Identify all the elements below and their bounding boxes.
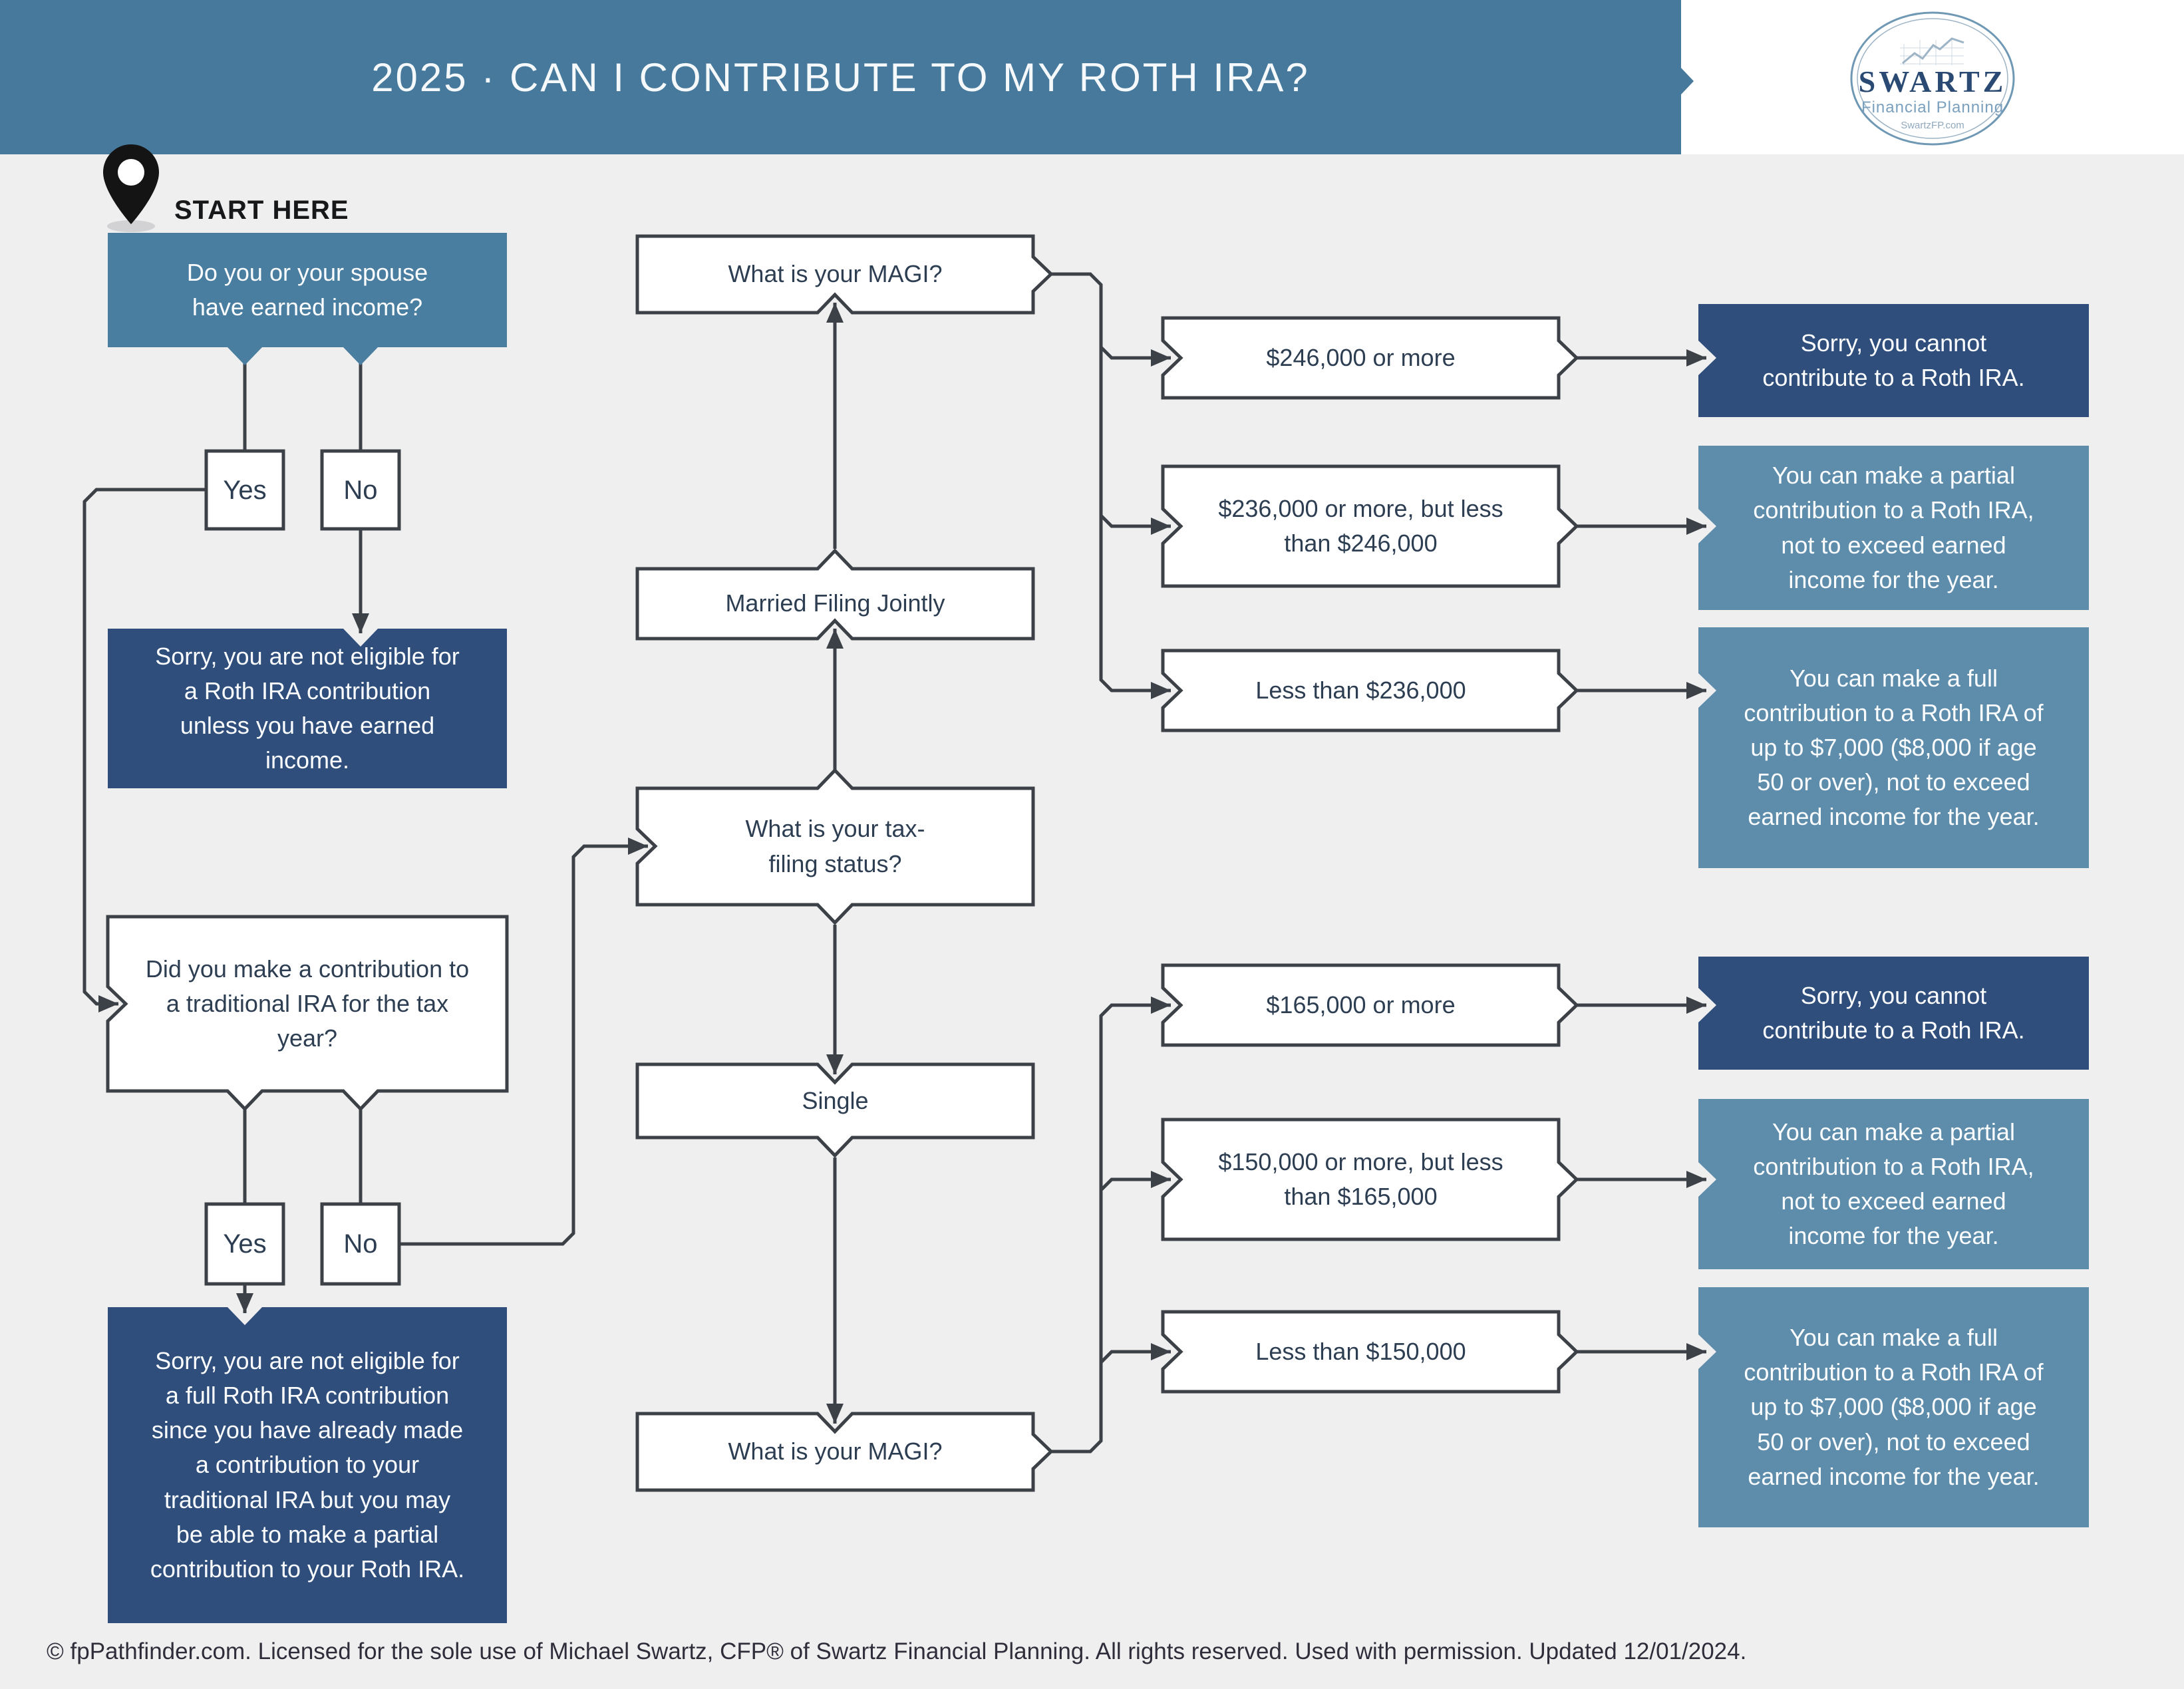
label-magi-single-low: Less than $150,000: [1255, 1337, 1466, 1365]
logo-website: SwartzFP.com: [1901, 119, 1964, 131]
label-magi-single-high: $165,000 or more: [1266, 991, 1456, 1018]
edge-magi-married-branch-mid: [1101, 516, 1171, 526]
label-filing-married: Married Filing Jointly: [725, 589, 945, 617]
label-traditional-ira-question: Did you make a contribution to a traditional IRA for the tax year?: [145, 955, 470, 1052]
label-result-married-cannot: Sorry, you cannot contribute to a Roth IRA.: [1762, 329, 2025, 391]
header-chevron-icon: [1681, 68, 1694, 94]
label-magi-single-mid: $150,000 or more, but less than $165,000: [1218, 1148, 1503, 1210]
label-filing-status-question: What is your tax-filing status?: [745, 815, 925, 877]
label-result-married-full: You can make a full contribution to a Roth IRA of up to $7,000 ($8,000 if age 50 or over), not to exceed earned income for the year.: [1744, 664, 2044, 831]
start-pin-icon: [103, 144, 159, 232]
label-earned-income-yes: Yes: [223, 475, 267, 505]
label-magi-married-low: Less than $236,000: [1255, 676, 1466, 704]
edge-magi-married-trunk: [1050, 274, 1171, 691]
label-earned-income-no: No: [343, 475, 378, 505]
page-title: 2025 · CAN I CONTRIBUTE TO MY ROTH IRA?: [371, 55, 1310, 100]
label-result-single-full: You can make a full contribution to a Roth IRA of up to $7,000 ($8,000 if age 50 or over), not to exceed earned income for the year.: [1744, 1324, 2044, 1490]
edge-magi-single-branch-mid: [1101, 1179, 1171, 1190]
label-trad-ira-no: No: [343, 1229, 378, 1259]
edge-magi-single-branch-low: [1101, 1352, 1171, 1362]
label-magi-married-high: $246,000 or more: [1266, 343, 1456, 371]
logo-name: SWARTZ: [1858, 64, 2007, 98]
label-earned-income-question: Do you or your spouse have earned income?: [186, 258, 428, 321]
label-result-single-cannot: Sorry, you cannot contribute to a Roth IRA.: [1762, 981, 2025, 1044]
edge-magi-single-trunk: [1050, 1005, 1171, 1452]
label-trad-ira-yes: Yes: [223, 1229, 267, 1259]
label-magi-married-mid: $236,000 or more, but less than $246,000: [1218, 494, 1503, 557]
label-magi-question-single: What is your MAGI?: [728, 1438, 943, 1465]
label-result-no-earned-income: Sorry, you are not eligible for a Roth IRA contribution unless you have earned income.: [155, 642, 460, 774]
logo-tagline: Financial Planning: [1861, 98, 2004, 116]
start-here-label: START HERE: [174, 195, 349, 225]
edge-magi-married-branch-high: [1101, 347, 1171, 358]
label-result-partial-only: Sorry, you are not eligible for a full Roth IRA contribution since you have already made a contribution to your traditional IRA but you may be able to make a partial contribution to your Roth IRA.: [150, 1346, 465, 1583]
label-result-single-partial: You can make a partial contribution to a Roth IRA, not to exceed earned income for the year.: [1753, 1118, 2034, 1250]
label-magi-question-married: What is your MAGI?: [728, 260, 943, 288]
footer-copyright: © fpPathfinder.com. Licensed for the sole use of Michael Swartz, CFP® of Swartz Financial Planning. All rights reserved. Used with permission. Updated 12/01/2024.: [47, 1638, 1747, 1664]
label-filing-single: Single: [802, 1086, 869, 1114]
label-result-married-partial: You can make a partial contribution to a Roth IRA, not to exceed earned income for the year.: [1753, 462, 2034, 593]
